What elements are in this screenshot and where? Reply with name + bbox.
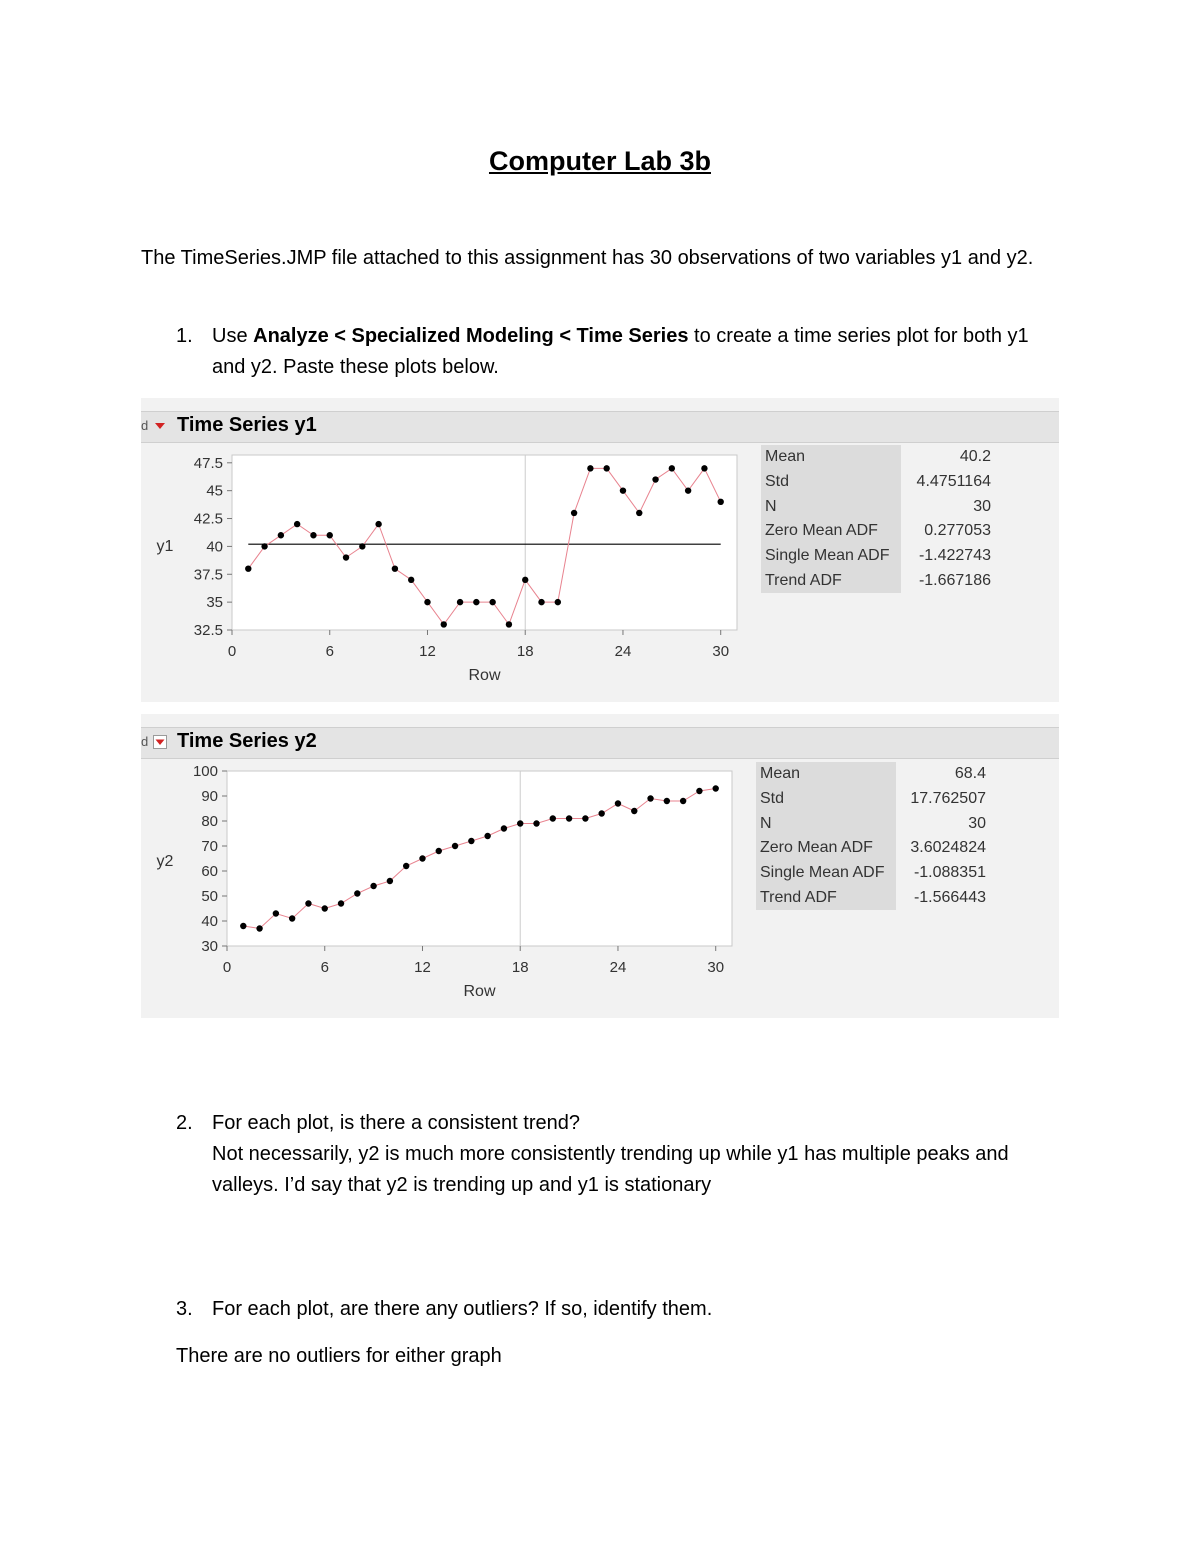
y-tick-label: 45	[206, 482, 223, 500]
stat-row	[756, 811, 990, 836]
question-2-answer: Not necessarily, y2 is much more consistently trending up while y1 has multiple peaks and valleys. I’d say that y2 is trending up and y1 is stationary	[212, 1143, 1009, 1196]
data-point	[669, 465, 675, 471]
stat-row	[756, 787, 990, 812]
stat-label: Trend ADF	[756, 885, 896, 910]
data-point	[555, 599, 561, 605]
x-tick-label: 6	[320, 959, 329, 976]
y-tick-label: 40	[201, 913, 218, 930]
stat-value: 40.2	[959, 448, 991, 466]
y-tick-label: 90	[201, 788, 218, 805]
y-tick-label: 40	[206, 538, 223, 556]
data-point	[240, 923, 246, 929]
data-point	[636, 510, 642, 516]
data-point	[680, 798, 686, 804]
panel-title: Time Series y1	[177, 414, 317, 436]
data-point	[501, 825, 507, 831]
plot-frame	[232, 455, 737, 630]
data-point	[305, 900, 311, 906]
data-point	[620, 487, 626, 493]
stat-label: Mean	[761, 445, 901, 470]
stat-row	[756, 762, 990, 787]
data-point	[403, 863, 409, 869]
x-tick-label: 18	[511, 959, 529, 976]
data-point	[278, 532, 284, 538]
x-tick-label: 30	[712, 643, 730, 660]
data-point	[392, 565, 398, 571]
stat-value: 3.6024824	[910, 839, 986, 857]
data-point	[338, 900, 344, 906]
y1-summary-stats	[761, 445, 995, 593]
stat-row	[761, 470, 995, 495]
x-tick-label: 30	[707, 959, 725, 976]
data-point	[538, 599, 544, 605]
y-tick-label: 80	[201, 813, 218, 830]
y-tick-label: 37.5	[193, 566, 223, 584]
question-1-number: 1.	[176, 325, 193, 347]
time-series-y2-panel	[141, 714, 1059, 1018]
data-point	[419, 855, 425, 861]
stat-row	[756, 885, 990, 910]
data-point	[359, 543, 365, 549]
data-point	[550, 815, 556, 821]
stat-label: N	[761, 494, 901, 519]
panel-marker: d	[141, 418, 149, 433]
stat-value: -1.667186	[918, 571, 991, 589]
stat-row	[761, 494, 995, 519]
x-tick-label: 0	[222, 959, 232, 976]
data-point	[598, 810, 604, 816]
x-tick-label: 18	[516, 643, 534, 660]
document-title: Computer Lab 3b	[488, 146, 711, 176]
x-axis-label: Row	[468, 667, 501, 684]
stat-row	[761, 544, 995, 569]
stat-value: 0.277053	[924, 522, 991, 540]
data-point	[631, 808, 637, 814]
data-point	[582, 815, 588, 821]
stat-label: Std	[756, 787, 896, 812]
data-point	[424, 599, 430, 605]
y-tick-label: 60	[201, 863, 218, 880]
y-tick-label: 70	[201, 838, 218, 855]
x-tick-label: 6	[325, 643, 334, 660]
data-point	[343, 554, 349, 560]
data-point	[517, 820, 523, 826]
y-axis-label: y1	[156, 538, 174, 555]
data-point	[370, 883, 376, 889]
y-tick-label: 50	[201, 888, 218, 905]
stat-label: N	[756, 811, 896, 836]
stat-row	[756, 861, 990, 886]
data-point	[571, 510, 577, 516]
question-2-text: For each plot, is there a consistent trend?	[212, 1112, 580, 1134]
question-2-number: 2.	[176, 1112, 193, 1134]
stat-value: -1.422743	[918, 547, 991, 565]
data-point	[245, 565, 251, 571]
x-axis-label: Row	[463, 983, 496, 1000]
data-point	[294, 521, 300, 527]
stat-label: Single Mean ADF	[761, 544, 901, 569]
panel-title: Time Series y2	[177, 730, 317, 752]
data-point	[603, 465, 609, 471]
y-tick-label: 100	[192, 763, 218, 780]
intro-paragraph: The TimeSeries.JMP file attached to this assignment has 30 observations of two variables y1 and y2.	[141, 247, 1034, 269]
stat-label: Zero Mean ADF	[756, 836, 896, 861]
stat-value: 30	[968, 814, 986, 832]
data-point	[533, 820, 539, 826]
stat-row	[756, 836, 990, 861]
stat-label: Std	[761, 470, 901, 495]
data-point	[310, 532, 316, 538]
x-tick-label: 12	[414, 959, 431, 976]
y-tick-label: 32.5	[193, 622, 223, 639]
data-point	[615, 800, 621, 806]
y-tick-label: 35	[206, 594, 223, 612]
plot-frame	[227, 771, 732, 946]
x-tick-label: 24	[614, 643, 632, 660]
data-point	[322, 905, 328, 911]
data-point	[587, 465, 593, 471]
data-point	[696, 788, 702, 794]
question-1-text	[212, 321, 1062, 383]
stat-row	[761, 568, 995, 593]
stat-row	[761, 519, 995, 544]
data-point	[489, 599, 495, 605]
data-point	[441, 621, 447, 627]
data-point	[408, 577, 414, 583]
stat-label: Single Mean ADF	[756, 861, 896, 886]
panel-marker: d	[141, 734, 149, 749]
data-point	[484, 833, 490, 839]
data-point	[261, 543, 267, 549]
x-tick-label: 12	[419, 643, 436, 660]
data-point	[457, 599, 463, 605]
data-point	[256, 925, 262, 931]
data-point	[566, 815, 572, 821]
data-point	[468, 838, 474, 844]
data-point	[685, 487, 691, 493]
stat-label: Zero Mean ADF	[761, 519, 901, 544]
data-point	[273, 910, 279, 916]
stat-value: 4.4751164	[916, 473, 991, 491]
data-point	[387, 878, 393, 884]
y-tick-label: 47.5	[193, 454, 223, 472]
question-3-answer: There are no outliers for either graph	[176, 1345, 502, 1367]
stat-row	[761, 445, 995, 470]
data-point	[647, 795, 653, 801]
question-3-text: For each plot, are there any outliers? If so, identify them.	[212, 1298, 713, 1320]
data-point	[473, 599, 479, 605]
question-1-post: to create a time series plot for both y1 and y2. Paste these plots below.	[212, 325, 1029, 378]
data-point	[713, 785, 719, 791]
question-1-pre: Use	[212, 325, 254, 347]
y-axis-label: y2	[156, 853, 174, 870]
stat-label: Trend ADF	[761, 568, 901, 593]
data-point	[718, 499, 724, 505]
stat-value: 17.762507	[910, 790, 986, 808]
data-point	[327, 532, 333, 538]
y2-summary-stats	[756, 762, 990, 910]
data-point	[436, 848, 442, 854]
stat-label: Mean	[756, 762, 896, 787]
stat-value: -1.566443	[913, 888, 986, 906]
stat-value: -1.088351	[913, 864, 986, 882]
data-point	[354, 890, 360, 896]
x-tick-label: 0	[227, 643, 237, 660]
stat-value: 68.4	[954, 765, 986, 783]
data-point	[506, 621, 512, 627]
question-3-number: 3.	[176, 1298, 193, 1320]
data-point	[375, 521, 381, 527]
time-series-y1-panel	[141, 398, 1059, 702]
data-point	[701, 465, 707, 471]
y-tick-label: 30	[201, 938, 218, 955]
question-2-body	[212, 1108, 1062, 1201]
menu-path: Analyze < Specialized Modeling < Time Series	[253, 325, 689, 347]
y-tick-label: 42.5	[193, 510, 223, 528]
data-point	[522, 577, 528, 583]
stat-value: 30	[973, 497, 991, 515]
data-point	[652, 476, 658, 482]
x-tick-label: 24	[609, 959, 627, 976]
data-point	[289, 915, 295, 921]
data-point	[664, 798, 670, 804]
data-point	[452, 843, 458, 849]
